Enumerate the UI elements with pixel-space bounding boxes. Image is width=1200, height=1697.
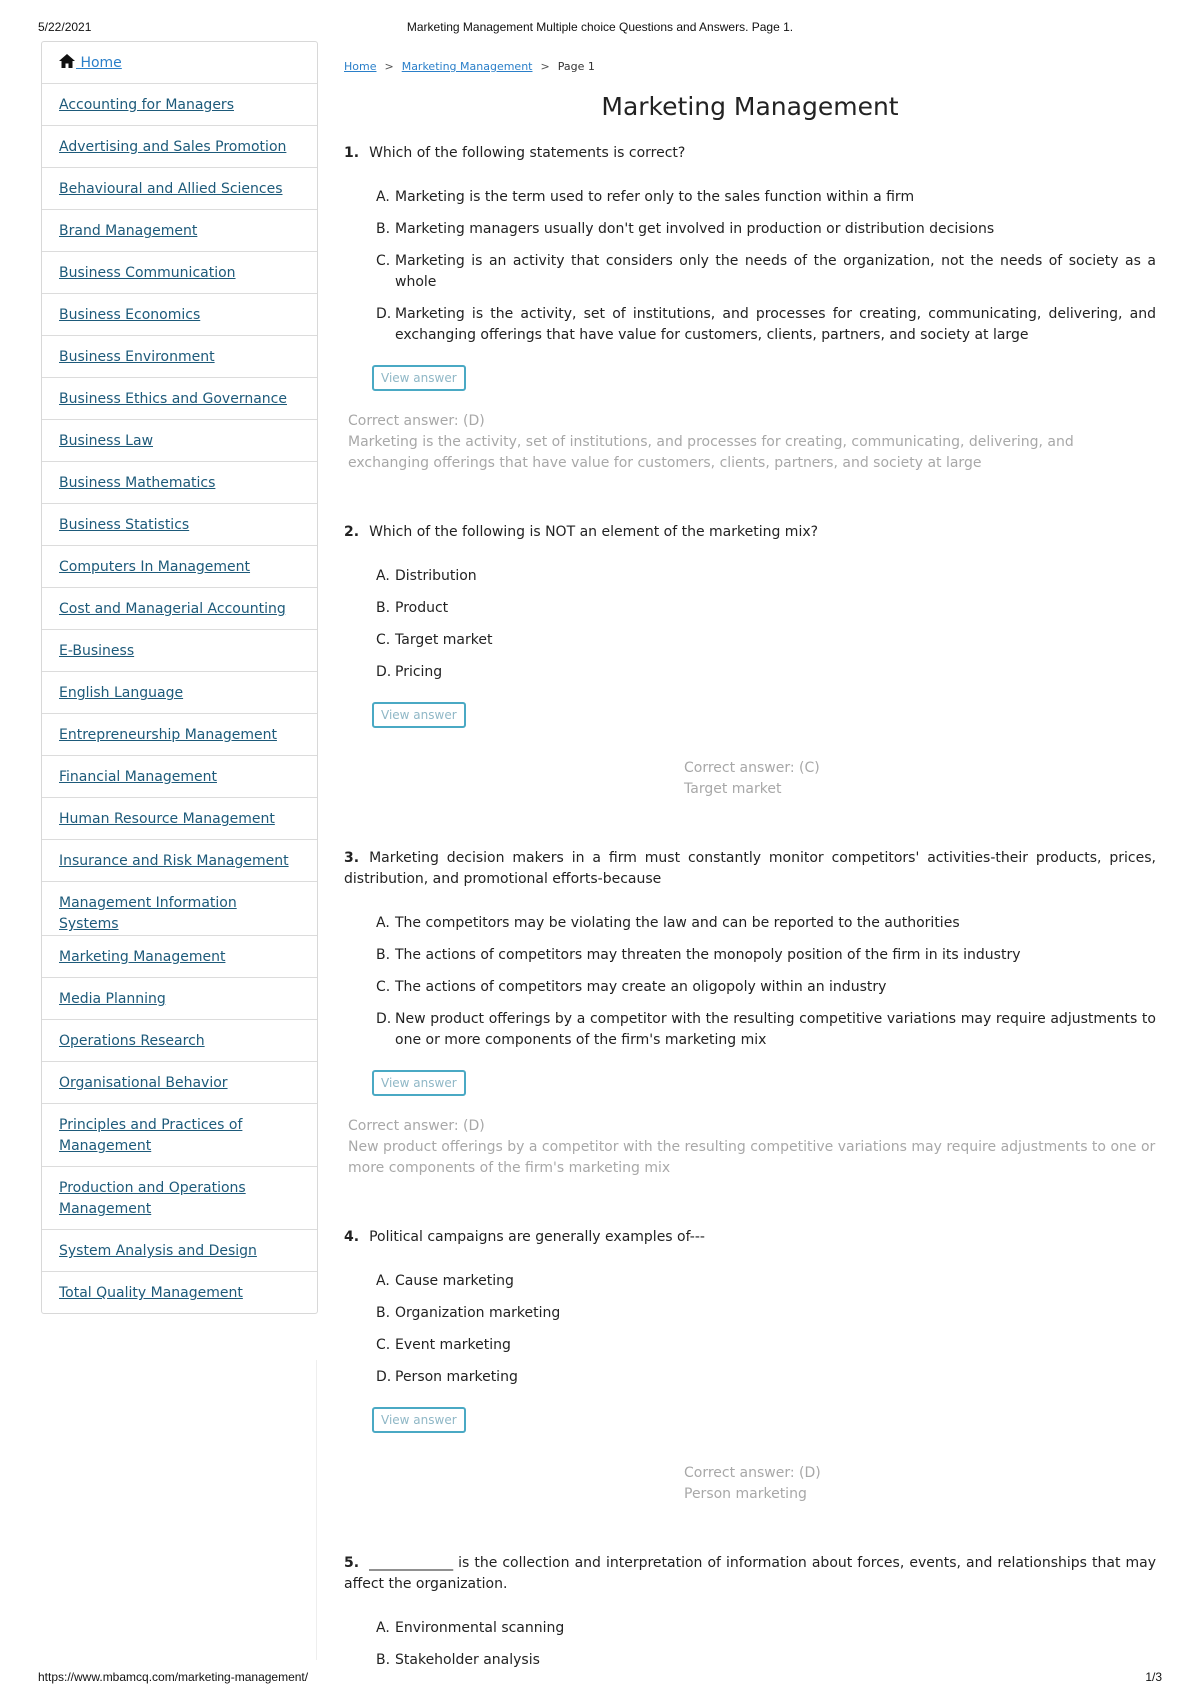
option-letter: C.: [376, 253, 391, 269]
print-url: https://www.mbamcq.com/marketing-management/: [38, 1670, 309, 1684]
print-page-count: 1/3: [1145, 1670, 1162, 1684]
sidebar-link[interactable]: Behavioural and Allied Sciences: [59, 181, 283, 197]
sidebar-link[interactable]: Insurance and Risk Management: [59, 853, 289, 869]
question-number: 3.: [344, 850, 360, 866]
option-text: Product: [395, 600, 449, 616]
sidebar: [41, 41, 318, 1314]
option-item: [376, 219, 1156, 240]
option-text: Environmental scanning: [395, 1620, 565, 1636]
sidebar-link[interactable]: Cost and Managerial Accounting: [59, 601, 286, 617]
option-text: Organization marketing: [395, 1305, 561, 1321]
question-card: [344, 143, 1156, 474]
option-letter: B.: [376, 221, 391, 237]
breadcrumb-section[interactable]: Marketing Management: [401, 60, 533, 73]
option-text: Distribution: [395, 568, 477, 584]
option-item: [376, 187, 1156, 208]
option-item: [376, 566, 1156, 587]
sidebar-link[interactable]: Financial Management: [59, 769, 217, 785]
question-card: [344, 848, 1156, 1179]
option-text: Marketing is the activity, set of institutions, and processes for creating, communicating, delivering, and exchanging offerings that have value for customers, clients, partners, and society at large: [395, 306, 1156, 343]
view-answer-button[interactable]: View answer: [372, 365, 466, 391]
option-letter: C.: [376, 979, 391, 995]
option-text: The actions of competitors may create an oligopoly within an industry: [395, 979, 887, 995]
option-letter: C.: [376, 632, 391, 648]
option-letter: A.: [376, 1273, 390, 1289]
breadcrumb-separator: >: [384, 60, 394, 73]
option-item: [376, 251, 1156, 293]
answer-explanation: New product offerings by a competitor with the resulting competitive variations may require adjustments to one or more components of the firm's marketing mix: [348, 1139, 1156, 1176]
option-item: [376, 1303, 1156, 1324]
home-link[interactable]: [59, 55, 122, 71]
question-number: 2.: [344, 524, 360, 540]
question-prompt: Which of the following is NOT an element of the marketing mix?: [369, 524, 819, 540]
option-text: Stakeholder analysis: [395, 1652, 540, 1668]
sidebar-item[interactable]: [42, 1062, 317, 1104]
sidebar-item[interactable]: [42, 672, 317, 714]
option-item: [376, 630, 1156, 651]
sidebar-item-home[interactable]: [42, 42, 317, 84]
question-card: [344, 1553, 1156, 1671]
print-date: 5/22/2021: [38, 20, 92, 34]
sidebar-item[interactable]: [42, 378, 317, 420]
sidebar-link[interactable]: Business Ethics and Governance: [59, 391, 287, 407]
question-prompt: Political campaigns are generally examples of---: [369, 1229, 705, 1245]
question-text: [344, 522, 1156, 543]
option-text: Cause marketing: [395, 1273, 514, 1289]
view-answer-button[interactable]: View answer: [372, 1070, 466, 1096]
option-letter: D.: [376, 306, 392, 322]
option-letter: A.: [376, 189, 390, 205]
breadcrumb-home[interactable]: Home: [344, 60, 377, 73]
option-letter: A.: [376, 1620, 390, 1636]
sidebar-item[interactable]: [42, 168, 317, 210]
sidebar-link[interactable]: Business Environment: [59, 349, 215, 365]
sidebar-item[interactable]: [42, 294, 317, 336]
main-content: [344, 60, 1156, 1682]
sidebar-link[interactable]: Computers In Management: [59, 559, 251, 575]
option-text: Target market: [395, 632, 493, 648]
breadcrumb: [344, 60, 1156, 80]
option-item: [376, 1650, 1156, 1671]
option-item: [376, 945, 1156, 966]
option-letter: C.: [376, 1337, 391, 1353]
correct-answer: Correct answer: (D): [348, 1118, 485, 1134]
page-title: Marketing Management: [601, 92, 899, 121]
question-text: [344, 1553, 1156, 1595]
option-text: Person marketing: [395, 1369, 518, 1385]
sidebar-link[interactable]: Management Information Systems: [59, 895, 237, 932]
question-card: [344, 1227, 1156, 1505]
sidebar-item[interactable]: [42, 84, 317, 126]
sidebar-link[interactable]: E-Business: [59, 643, 135, 659]
option-letter: B.: [376, 1652, 391, 1668]
sidebar-item[interactable]: [42, 798, 317, 840]
option-text: The competitors may be violating the law and can be reported to the authorities: [395, 915, 960, 931]
sidebar-item[interactable]: [42, 252, 317, 294]
option-letter: B.: [376, 1305, 391, 1321]
column-divider: [316, 1360, 317, 1660]
option-item: [376, 1367, 1156, 1388]
question-text: [344, 143, 1156, 164]
sidebar-link[interactable]: Business Communication: [59, 265, 236, 281]
correct-answer: Correct answer: (D): [684, 1465, 821, 1481]
sidebar-link[interactable]: Business Statistics: [59, 517, 190, 533]
sidebar-link[interactable]: Human Resource Management: [59, 811, 275, 827]
question-card: [344, 522, 1156, 800]
option-letter: D.: [376, 1011, 392, 1027]
options-list: [344, 566, 1156, 683]
sidebar-item[interactable]: [42, 882, 317, 936]
option-text: Marketing managers usually don't get involved in production or distribution decisions: [395, 221, 995, 237]
home-icon: [59, 54, 75, 68]
answer-block: [344, 1116, 1156, 1179]
sidebar-link[interactable]: Total Quality Management: [59, 1285, 243, 1301]
option-item: [376, 598, 1156, 619]
option-letter: D.: [376, 664, 392, 680]
view-answer-button[interactable]: View answer: [372, 702, 466, 728]
sidebar-link[interactable]: Business Economics: [59, 307, 201, 323]
sidebar-item[interactable]: [42, 462, 317, 504]
option-item: [376, 1009, 1156, 1051]
option-text: Marketing is the term used to refer only to the sales function within a firm: [395, 189, 915, 205]
question-number: 1.: [344, 145, 360, 161]
option-item: [376, 1335, 1156, 1356]
sidebar-item[interactable]: [42, 210, 317, 252]
option-letter: D.: [376, 1369, 392, 1385]
option-item: [376, 662, 1156, 683]
sidebar-link[interactable]: Entrepreneurship Management: [59, 727, 277, 743]
answer-explanation: Person marketing: [684, 1486, 807, 1502]
question-number: 5.: [344, 1555, 360, 1571]
home-label: Home: [76, 55, 122, 71]
option-letter: B.: [376, 947, 391, 963]
sidebar-link[interactable]: Production and Operations Management: [59, 1180, 246, 1217]
sidebar-link[interactable]: Organisational Behavior: [59, 1075, 228, 1091]
option-text: The actions of competitors may threaten the monopoly position of the firm in its industry: [395, 947, 1021, 963]
option-item: [376, 977, 1156, 998]
option-text: New product offerings by a competitor with the resulting competitive variations may require adjustments to one or more components of the firm's marketing mix: [395, 1011, 1156, 1048]
sidebar-item[interactable]: [42, 936, 317, 978]
sidebar-link[interactable]: Accounting for Managers: [59, 97, 234, 113]
sidebar-link[interactable]: System Analysis and Design: [59, 1243, 257, 1259]
sidebar-item[interactable]: [42, 126, 317, 168]
sidebar-link[interactable]: Brand Management: [59, 223, 198, 239]
options-list: [344, 913, 1156, 1051]
answer-block: [344, 1463, 1156, 1505]
sidebar-item[interactable]: [42, 630, 317, 672]
sidebar-link[interactable]: Operations Research: [59, 1033, 205, 1049]
option-item: [376, 913, 1156, 934]
options-list: [344, 1271, 1156, 1388]
sidebar-item[interactable]: [42, 588, 317, 630]
sidebar-link[interactable]: Principles and Practices of Management: [59, 1117, 243, 1154]
sidebar-item[interactable]: [42, 1272, 317, 1313]
view-answer-button[interactable]: View answer: [372, 1407, 466, 1433]
answer-block: [344, 758, 1156, 800]
sidebar-link[interactable]: Business Mathematics: [59, 475, 216, 491]
sidebar-link[interactable]: Advertising and Sales Promotion: [59, 139, 287, 155]
sidebar-link[interactable]: Marketing Management: [59, 949, 226, 965]
option-letter: A.: [376, 915, 390, 931]
sidebar-item[interactable]: [42, 1104, 317, 1167]
options-list: [344, 187, 1156, 346]
answer-explanation: Marketing is the activity, set of institutions, and processes for creating, communicating, delivering, and exchanging offerings that have value for customers, clients, partners, and society at large: [348, 434, 1074, 471]
sidebar-link[interactable]: English Language: [59, 685, 184, 701]
question-text: [344, 848, 1156, 890]
sidebar-item[interactable]: [42, 504, 317, 546]
print-header: [38, 20, 1162, 38]
print-title: Marketing Management Multiple choice Questions and Answers. Page 1.: [406, 20, 794, 34]
sidebar-item[interactable]: [42, 714, 317, 756]
sidebar-item[interactable]: [42, 1020, 317, 1062]
option-text: Marketing is an activity that considers only the needs of the organization, not the needs of society as a whole: [395, 253, 1156, 290]
answer-block: [344, 411, 1156, 474]
sidebar-item[interactable]: [42, 978, 317, 1020]
sidebar-item[interactable]: [42, 1230, 317, 1272]
option-item: [376, 1618, 1156, 1639]
sidebar-item[interactable]: [42, 1167, 317, 1230]
sidebar-item[interactable]: [42, 420, 317, 462]
option-text: Event marketing: [395, 1337, 511, 1353]
question-text: [344, 1227, 1156, 1248]
question-prompt: ____________ is the collection and interpretation of information about forces, events, and relationships that may affect the organization.: [344, 1555, 1156, 1592]
sidebar-item[interactable]: [42, 546, 317, 588]
sidebar-item[interactable]: [42, 840, 317, 882]
sidebar-item[interactable]: [42, 756, 317, 798]
option-letter: A.: [376, 568, 390, 584]
option-letter: B.: [376, 600, 391, 616]
sidebar-link[interactable]: Media Planning: [59, 991, 166, 1007]
sidebar-item[interactable]: [42, 336, 317, 378]
question-number: 4.: [344, 1229, 360, 1245]
option-item: [376, 304, 1156, 346]
question-prompt: Which of the following statements is correct?: [369, 145, 686, 161]
sidebar-link[interactable]: Business Law: [59, 433, 154, 449]
question-prompt: Marketing decision makers in a firm must constantly monitor competitors' activities-their products, prices, distribution, and promotional efforts-because: [344, 850, 1156, 887]
option-text: Pricing: [395, 664, 443, 680]
options-list: [344, 1618, 1156, 1671]
answer-explanation: Target market: [684, 781, 782, 797]
correct-answer: Correct answer: (D): [348, 413, 485, 429]
breadcrumb-separator: >: [540, 60, 550, 73]
breadcrumb-current: Page 1: [557, 60, 595, 73]
option-item: [376, 1271, 1156, 1292]
print-footer: [38, 1670, 1162, 1688]
correct-answer: Correct answer: (C): [684, 760, 820, 776]
